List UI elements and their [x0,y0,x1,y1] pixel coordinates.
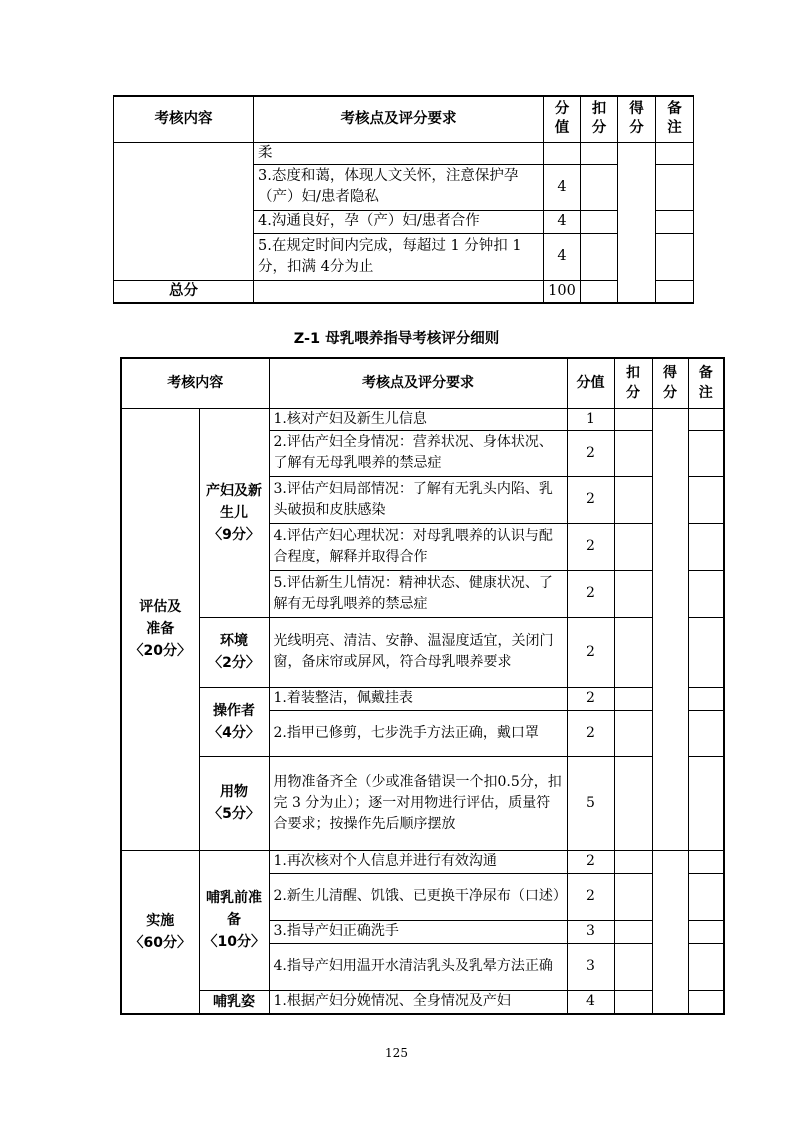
table-row: 1.再次核对个人信息并进行有效沟通 [269,850,567,873]
got-cell [652,408,688,850]
group-mother: 产妇及新 生儿 〈9分〉 [199,408,269,617]
header-remark: 备 注 [656,96,694,142]
group-supplies: 用物 〈5分〉 [199,756,269,850]
remark-cell [656,142,694,164]
table-row: 4.评估产妇心理状况：对母乳喂养的认识与配合程度，解释并取得合作 [269,523,567,570]
deduct-cell [614,873,652,920]
deduct-cell [614,617,652,687]
page-number: 125 [385,1046,408,1060]
content-cell-empty [114,142,254,280]
breastfeeding-score-table [120,357,725,1015]
deduct-cell [614,476,652,523]
table-row: 2.新生儿清醒、饥饿、已更换干净尿布（口述） [269,873,567,920]
group-posture: 哺乳姿 [199,990,269,1014]
deduct-cell [614,430,652,476]
header-score: 分 值 [544,96,581,142]
section-impl: 实施 〈60分〉 [121,850,199,1014]
deduct-cell [614,990,652,1014]
remark-cell [688,476,724,523]
score-cell: 2 [567,873,614,920]
table-row: 用物准备齐全（少或准备错误一个扣0.5分，扣完 3 分为止）；逐一对用物进行评估，质量符合要求；按操作先后顺序摆放 [269,756,567,850]
remark-cell [688,523,724,570]
remark-cell [656,280,694,303]
score-cell: 2 [567,430,614,476]
score-cell [544,142,581,164]
table-row: 2.评估产妇全身情况：营养状况、身体状况、了解有无母乳喂养的禁忌症 [269,430,567,476]
remark-cell [688,873,724,920]
total-score: 100 [544,280,581,303]
deduct-cell [614,943,652,990]
table-row: 4.指导产妇用温开水清洁乳头及乳晕方法正确 [269,943,567,990]
deduct-cell [614,408,652,430]
table-row: 柔 [254,142,544,164]
score-cell: 2 [567,687,614,710]
remark-cell [656,164,694,210]
remark-cell [688,943,724,990]
table-row: 3.指导产妇正确洗手 [269,920,567,943]
remark-cell [688,570,724,617]
group-pre-feeding: 哺乳前准 备 〈10分〉 [199,850,269,990]
section-prep: 评估及 准备 〈20分〉 [121,408,199,850]
header-points: 考核点及评分要求 [254,96,544,142]
score-cell: 3 [567,920,614,943]
table-row: 5.在规定时间内完成，每超过 1 分钟扣 1分，扣满 4分为止 [254,233,544,280]
group-operator: 操作者 〈4分〉 [199,687,269,756]
header-remark: 备 注 [688,358,724,408]
score-cell: 4 [544,210,581,233]
deduct-cell [614,570,652,617]
score-cell: 1 [567,408,614,430]
remark-cell [688,850,724,873]
table-row: 2.指甲已修剪，七步洗手方法正确，戴口罩 [269,710,567,756]
score-cell: 2 [567,523,614,570]
table-row: 3.态度和蔼，体现人文关怀，注意保护孕（产）妇/患者隐私 [254,164,544,210]
remark-cell [688,710,724,756]
deduct-cell [614,687,652,710]
deduct-cell [614,523,652,570]
header-deduct: 扣 分 [614,358,652,408]
score-cell: 4 [544,164,581,210]
deduct-cell [581,210,618,233]
got-cell [652,850,688,1014]
remark-cell [656,233,694,280]
score-cell: 3 [567,943,614,990]
header-got: 得 分 [618,96,656,142]
score-cell: 2 [567,570,614,617]
table-title: Z-1 母乳喂养指导考核评分细则 [293,331,500,347]
header-content: 考核内容 [121,358,269,408]
header-score: 分值 [567,358,614,408]
score-cell: 4 [567,990,614,1014]
header-content: 考核内容 [114,96,254,142]
deduct-cell [614,920,652,943]
score-table-continued [113,95,694,304]
deduct-cell [614,710,652,756]
group-env: 环境 〈2分〉 [199,617,269,687]
deduct-cell [581,233,618,280]
header-points: 考核点及评分要求 [269,358,567,408]
table-row: 1.核对产妇及新生儿信息 [269,408,567,430]
header-got: 得 分 [652,358,688,408]
score-cell: 4 [544,233,581,280]
deduct-cell [614,756,652,850]
deduct-cell [581,164,618,210]
remark-cell [688,920,724,943]
total-points-empty [254,280,544,303]
deduct-cell [581,142,618,164]
table-row: 4.沟通良好，孕（产）妇/患者合作 [254,210,544,233]
remark-cell [688,617,724,687]
header-deduct: 扣 分 [581,96,618,142]
score-cell: 2 [567,710,614,756]
deduct-cell [581,280,618,303]
remark-cell [688,408,724,430]
remark-cell [688,756,724,850]
remark-cell [688,990,724,1014]
score-cell: 2 [567,476,614,523]
table-row: 3.评估产妇局部情况：了解有无乳头内陷、乳头破损和皮肤感染 [269,476,567,523]
remark-cell [688,687,724,710]
remark-cell [688,430,724,476]
score-cell: 5 [567,756,614,850]
deduct-cell [614,850,652,873]
total-label: 总分 [114,280,254,303]
table-row: 光线明亮、清洁、安静、温湿度适宜，关闭门窗，备床帘或屏风，符合母乳喂养要求 [269,617,567,687]
table-row: 5.评估新生儿情况：精神状态、健康状况、了解有无母乳喂养的禁忌症 [269,570,567,617]
score-cell: 2 [567,617,614,687]
score-cell: 2 [567,850,614,873]
got-cell [618,142,656,303]
remark-cell [656,210,694,233]
table-row: 1.着装整洁，佩戴挂表 [269,687,567,710]
table-row: 1.根据产妇分娩情况、全身情况及产妇 [269,990,567,1014]
